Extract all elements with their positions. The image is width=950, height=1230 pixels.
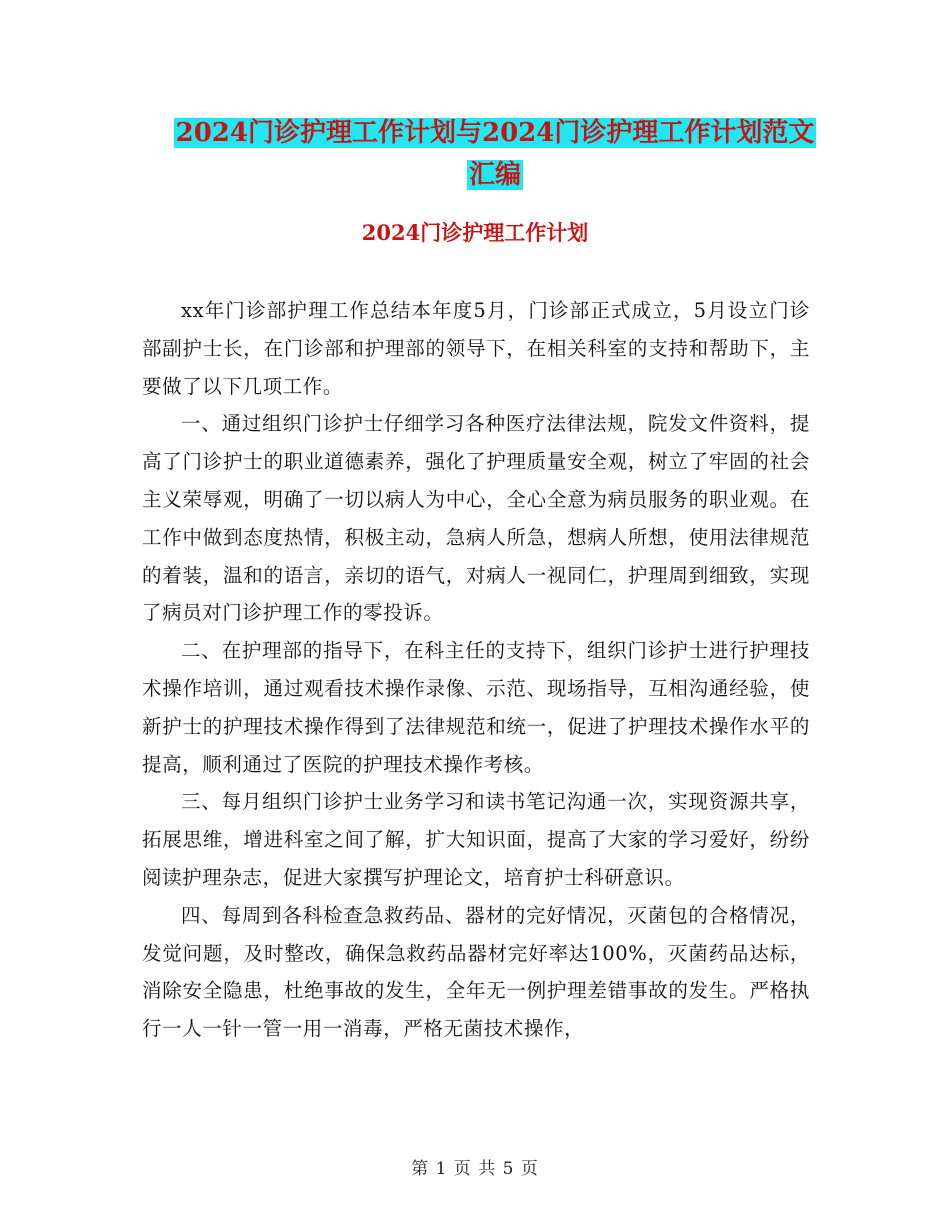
document-body bbox=[142, 292, 810, 1048]
page-footer: 第 1 页 共 5 页 bbox=[411, 1159, 539, 1179]
section-title: 2024门诊护理工作计划 bbox=[361, 220, 589, 245]
paragraph-intro: xx年门诊部护理工作总结本年度5月，门诊部正式成立，5月设立门诊部副护士长，在门诊部和护理部的领导下，在相关科室的支持和帮助下，主要做了以下几项工作。 bbox=[142, 299, 810, 398]
paragraph-3: 三、每月组织门诊护士业务学习和读书笔记沟通一次，实现资源共享，拓展思维，增进科室之间了解，扩大知识面，提高了大家的学习爱好，纷纷阅读护理杂志，促进大家撰写护理论文，培育护士科研意识。 bbox=[142, 790, 810, 889]
paragraph-2: 二、在护理部的指导下，在科主任的支持下，组织门诊护士进行护理技术操作培训，通过观看技术操作录像、示范、现场指导，互相沟通经验，使新护士的护理技术操作得到了法律规范和统一，促进了护理技术操作水平的提高，顺利通过了医院的护理技术操作考核。 bbox=[142, 639, 810, 776]
document-title-line-2: 汇编 bbox=[468, 160, 521, 190]
paragraph-4: 四、每周到各科检查急救药品、器材的完好情况，灭菌包的合格情况，发觉问题，及时整改，确保急救药品器材完好率达100%，灭菌药品达标，消除安全隐患，杜绝事故的发生，全年无一例护理差错事故的发生。严格执行一人一针一管一用一消毒，严格无菌技术操作， bbox=[142, 903, 810, 1041]
document-title bbox=[140, 112, 850, 196]
document-title-line-1: 2024门诊护理工作计划与2024门诊护理工作计划范文 bbox=[175, 118, 815, 148]
paragraph-1: 一、通过组织门诊护士仔细学习各种医疗法律法规，院发文件资料，提高了门诊护士的职业道德素养，强化了护理质量安全观，树立了牢固的社会主义荣辱观，明确了一切以病人为中心，全心全意为病员服务的职业观。在工作中做到态度热情，积极主动，急病人所急，想病人所想，使用法律规范的着装，温和的语言，亲切的语气，对病人一视同仁，护理周到细致，实现了病员对门诊护理工作的零投诉。 bbox=[142, 412, 810, 625]
